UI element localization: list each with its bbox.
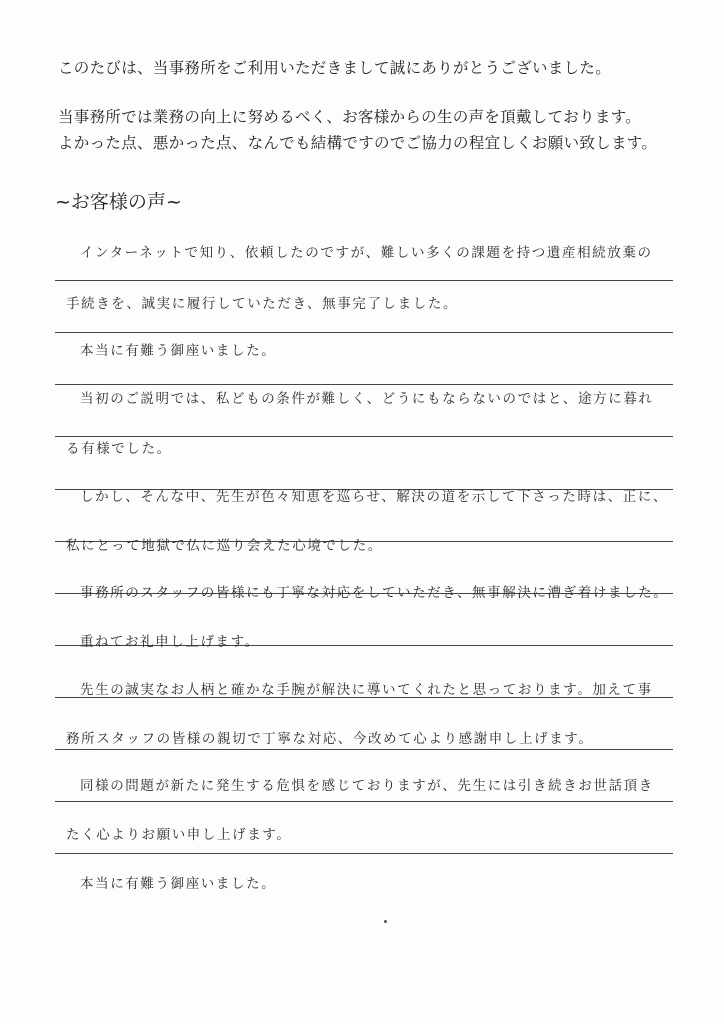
voice-line: る有様でした。 [66, 441, 172, 457]
voice-line: しかし、そんな中、先生が色々知恵を巡らせ、解決の道を示して下さった時は、正に、 [80, 489, 669, 505]
ruled-line [55, 801, 673, 802]
voice-line: 重ねてお礼申し上げます。 [80, 634, 260, 650]
voice-line: 務所スタッフの皆様の親切で丁寧な対応、今改めて心より感謝申し上げます。 [66, 731, 594, 747]
voice-line: たく心よりお願い申し上げます。 [66, 827, 292, 843]
ruled-line [55, 280, 673, 281]
ruled-line [55, 853, 673, 854]
voice-line: 私にとって地獄で仏に巡り会えた心境でした。 [66, 538, 383, 554]
intro-thanks: このたびは、当事務所をご利用いただきまして誠にありがとうございました。 [58, 59, 612, 77]
intro-request-line-2: よかった点、悪かった点、なんでも結構ですのでご協力の程宜しくお願い致します。 [58, 134, 658, 152]
scan-speck [384, 920, 387, 923]
voice-line: 事務所のスタッフの皆様にも丁寧な対応をしていただき、無事解決に漕ぎ着けました。 [80, 585, 669, 601]
ruled-line [55, 332, 673, 333]
voice-line: 手続きを、誠実に履行していただき、無事完了しました。 [66, 296, 459, 312]
voice-line: 本当に有難う御座いました。 [80, 343, 277, 359]
voice-line: 先生の誠実なお人柄と確かな手腕が解決に導いてくれたと思っております。加えて事 [80, 682, 653, 698]
voice-line: インターネットで知り、依頼したのですが、難しい多くの課題を持つ遺産相続放棄の [80, 245, 653, 261]
ruled-line [55, 436, 673, 437]
section-heading: ~お客様の声~ [55, 191, 182, 213]
ruled-line [55, 749, 673, 750]
voice-line: 同様の問題が新たに発生する危惧を感じておりますが、先生には引き続きお世話頂き [80, 778, 654, 794]
ruled-line [55, 384, 673, 385]
voice-line: 当初のご説明では、私どもの条件が難しく、どうにもならないのではと、途方に暮れ [80, 391, 654, 407]
intro-request-line-1: 当事務所では業務の向上に努めるべく、お客様からの生の声を頂戴しております。 [58, 108, 642, 126]
voice-line: 本当に有難う御座いました。 [80, 876, 277, 892]
